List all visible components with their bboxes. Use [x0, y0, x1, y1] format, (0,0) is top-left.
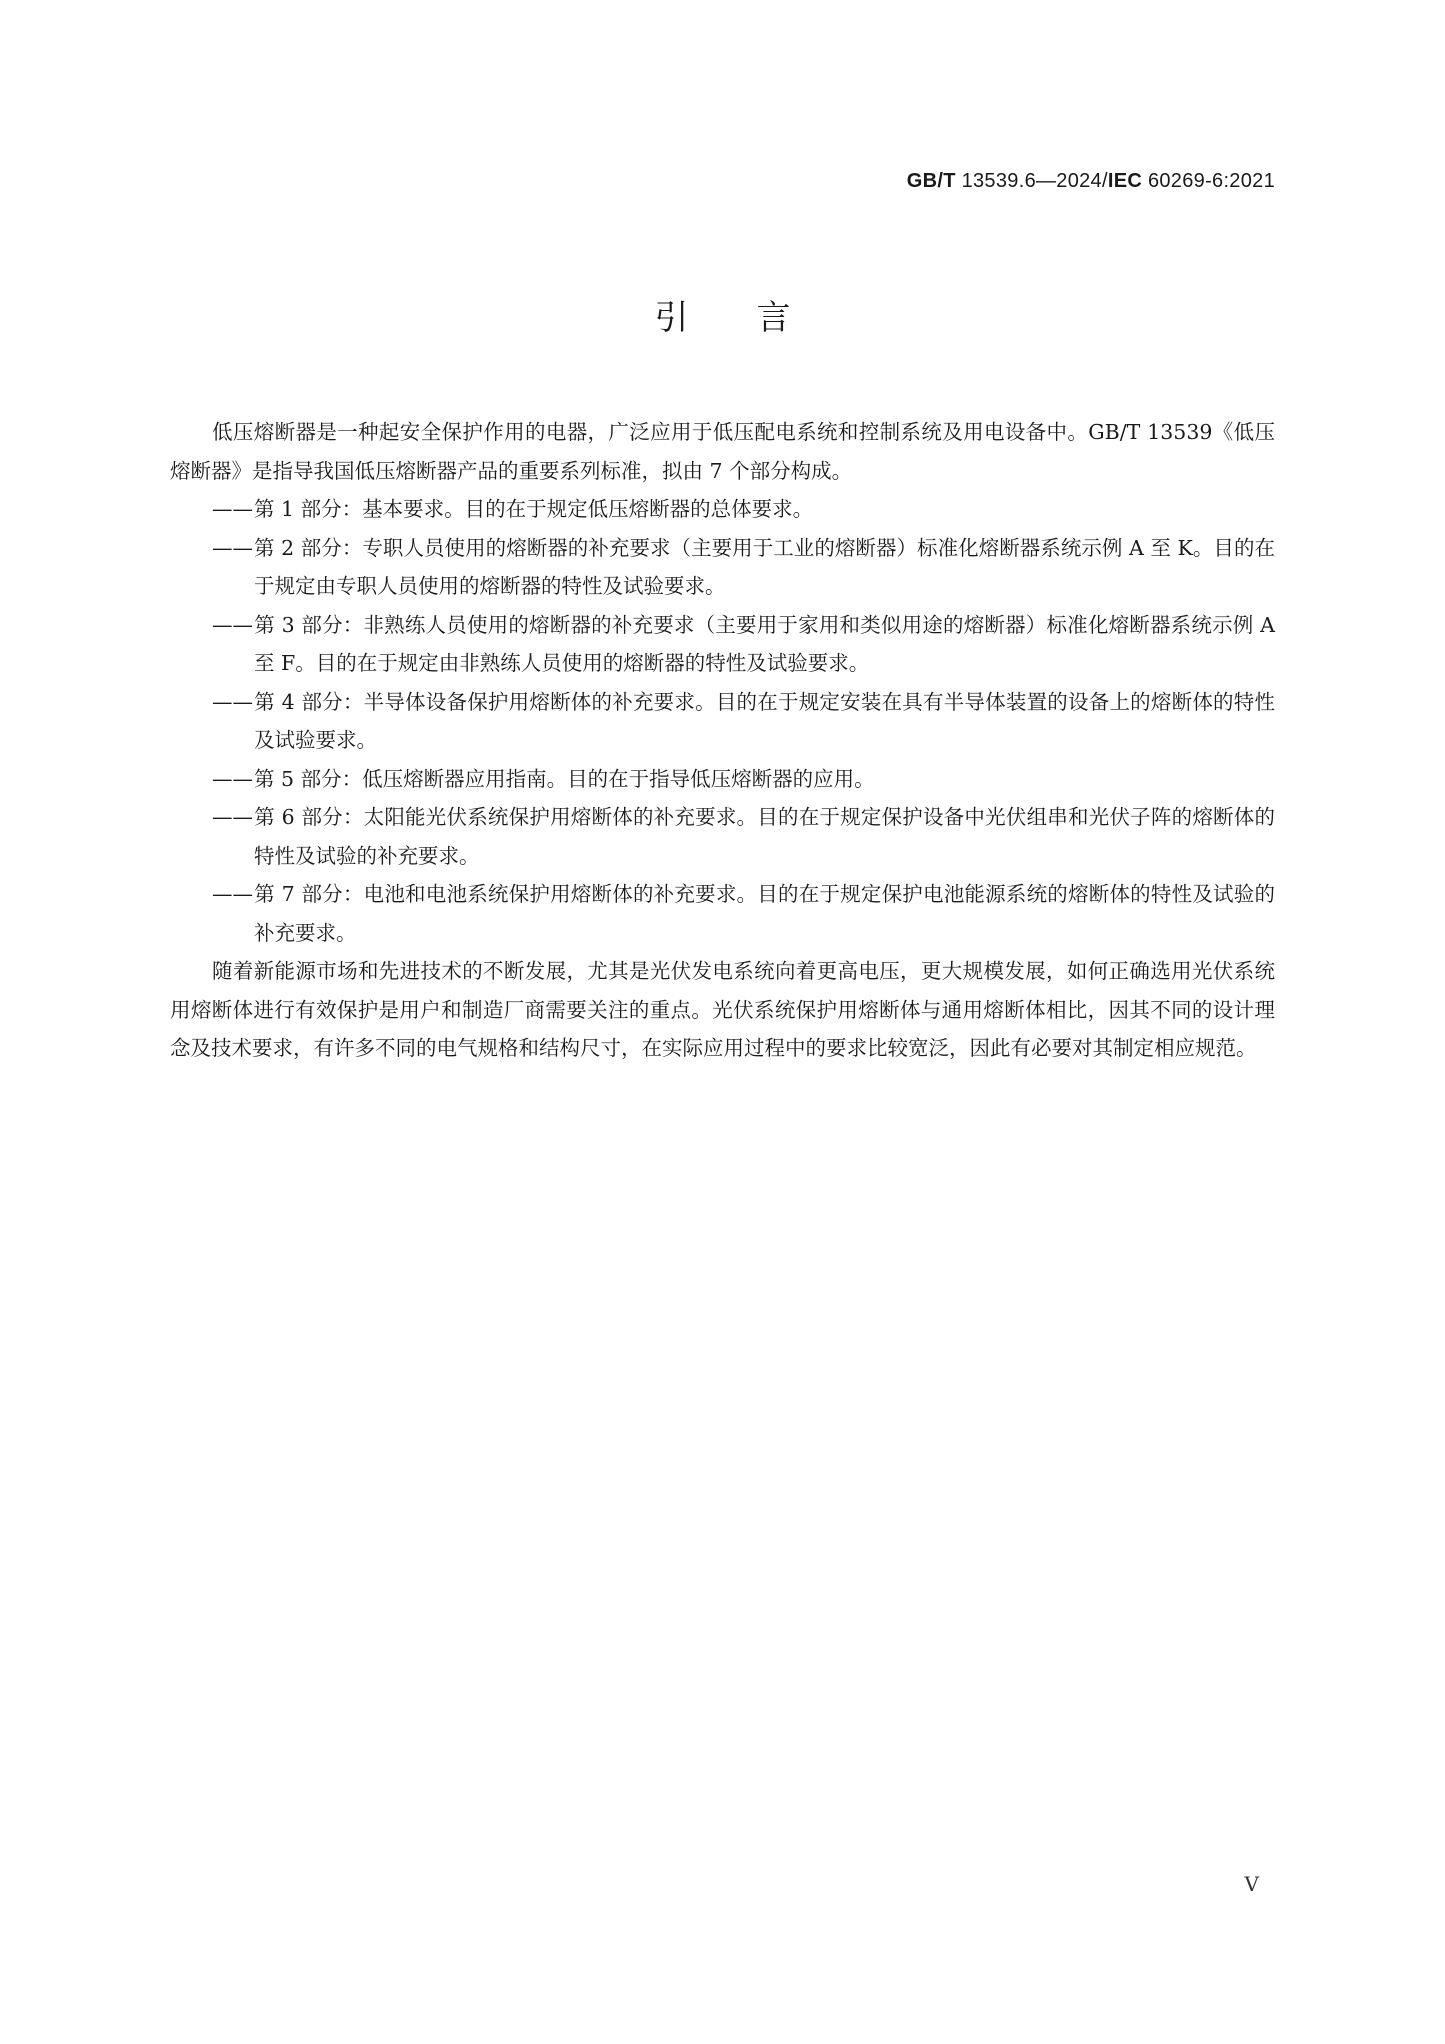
part-item-1 [170, 490, 1275, 529]
part-item-3 [170, 606, 1275, 683]
dash-marker: —— [212, 766, 253, 791]
dash-marker: —— [212, 612, 253, 637]
iec-number: 60269-6:2021 [1142, 170, 1275, 192]
introduction-body [170, 413, 1275, 1068]
page-title: 引言 [654, 298, 859, 338]
part-item-6 [170, 798, 1275, 875]
part-item-2 [170, 529, 1275, 606]
part-item-4 [170, 683, 1275, 760]
part-item-text: 第 1 部分：基本要求。目的在于规定低压熔断器的总体要求。 [254, 497, 814, 521]
dash-marker: —— [212, 497, 253, 521]
part-item-text: 第 3 部分：非熟练人员使用的熔断器的补充要求（主要用于家用和类似用途的熔断器）标准化熔断器系统示例 A 至 F。目的在于规定由非熟练人员使用的熔断器的特性及试验要求。 [254, 612, 1275, 675]
dash-marker: —— [212, 882, 253, 906]
part-item-7 [170, 875, 1275, 952]
dash-marker: —— [212, 805, 253, 829]
intro-paragraph-1: 低压熔断器是一种起安全保护作用的电器，广泛应用于低压配电系统和控制系统及用电设备中。GB/T 13539《低压熔断器》是指导我国低压熔断器产品的重要系列标准，拟由 7 个部分构成。 [170, 420, 1275, 483]
standard-prefix: GB/T [906, 170, 956, 192]
standard-number-header [907, 170, 1275, 193]
part-item-text: 第 4 部分：半导体设备保护用熔断体的补充要求。目的在于规定安装在具有半导体装置的设备上的熔断体的特性及试验要求。 [254, 689, 1275, 752]
intro-paragraph-2: 随着新能源市场和先进技术的不断发展，尤其是光伏发电系统向着更高电压，更大规模发展，如何正确选用光伏系统用熔断体进行有效保护是用户和制造厂商需要关注的重点。光伏系统保护用熔断体与通用熔断体相比，因其不同的设计理念及技术要求，有许多不同的电气规格和结构尺寸，在实际应用过程中的要求比较宽泛，因此有必要对其制定相应规范。 [170, 959, 1275, 1060]
dash-marker: —— [212, 535, 253, 560]
part-item-5 [170, 760, 1275, 799]
page-number: V [1244, 1872, 1259, 1896]
standard-number: 13539.6—2024/ [955, 170, 1108, 192]
part-item-text: 第 7 部分：电池和电池系统保护用熔断体的补充要求。目的在于规定保护电池能源系统的熔断体的特性及试验的补充要求。 [254, 882, 1275, 945]
part-item-text: 第 6 部分：太阳能光伏系统保护用熔断体的补充要求。目的在于规定保护设备中光伏组串和光伏子阵的熔断体的特性及试验的补充要求。 [254, 805, 1275, 868]
part-item-text: 第 2 部分：专职人员使用的熔断器的补充要求（主要用于工业的熔断器）标准化熔断器系统示例 A 至 K。目的在于规定由专职人员使用的熔断器的特性及试验要求。 [254, 535, 1275, 598]
part-item-text: 第 5 部分：低压熔断器应用指南。目的在于指导低压熔断器的应用。 [254, 766, 875, 791]
iec-prefix: IEC [1107, 170, 1143, 192]
dash-marker: —— [212, 689, 253, 714]
